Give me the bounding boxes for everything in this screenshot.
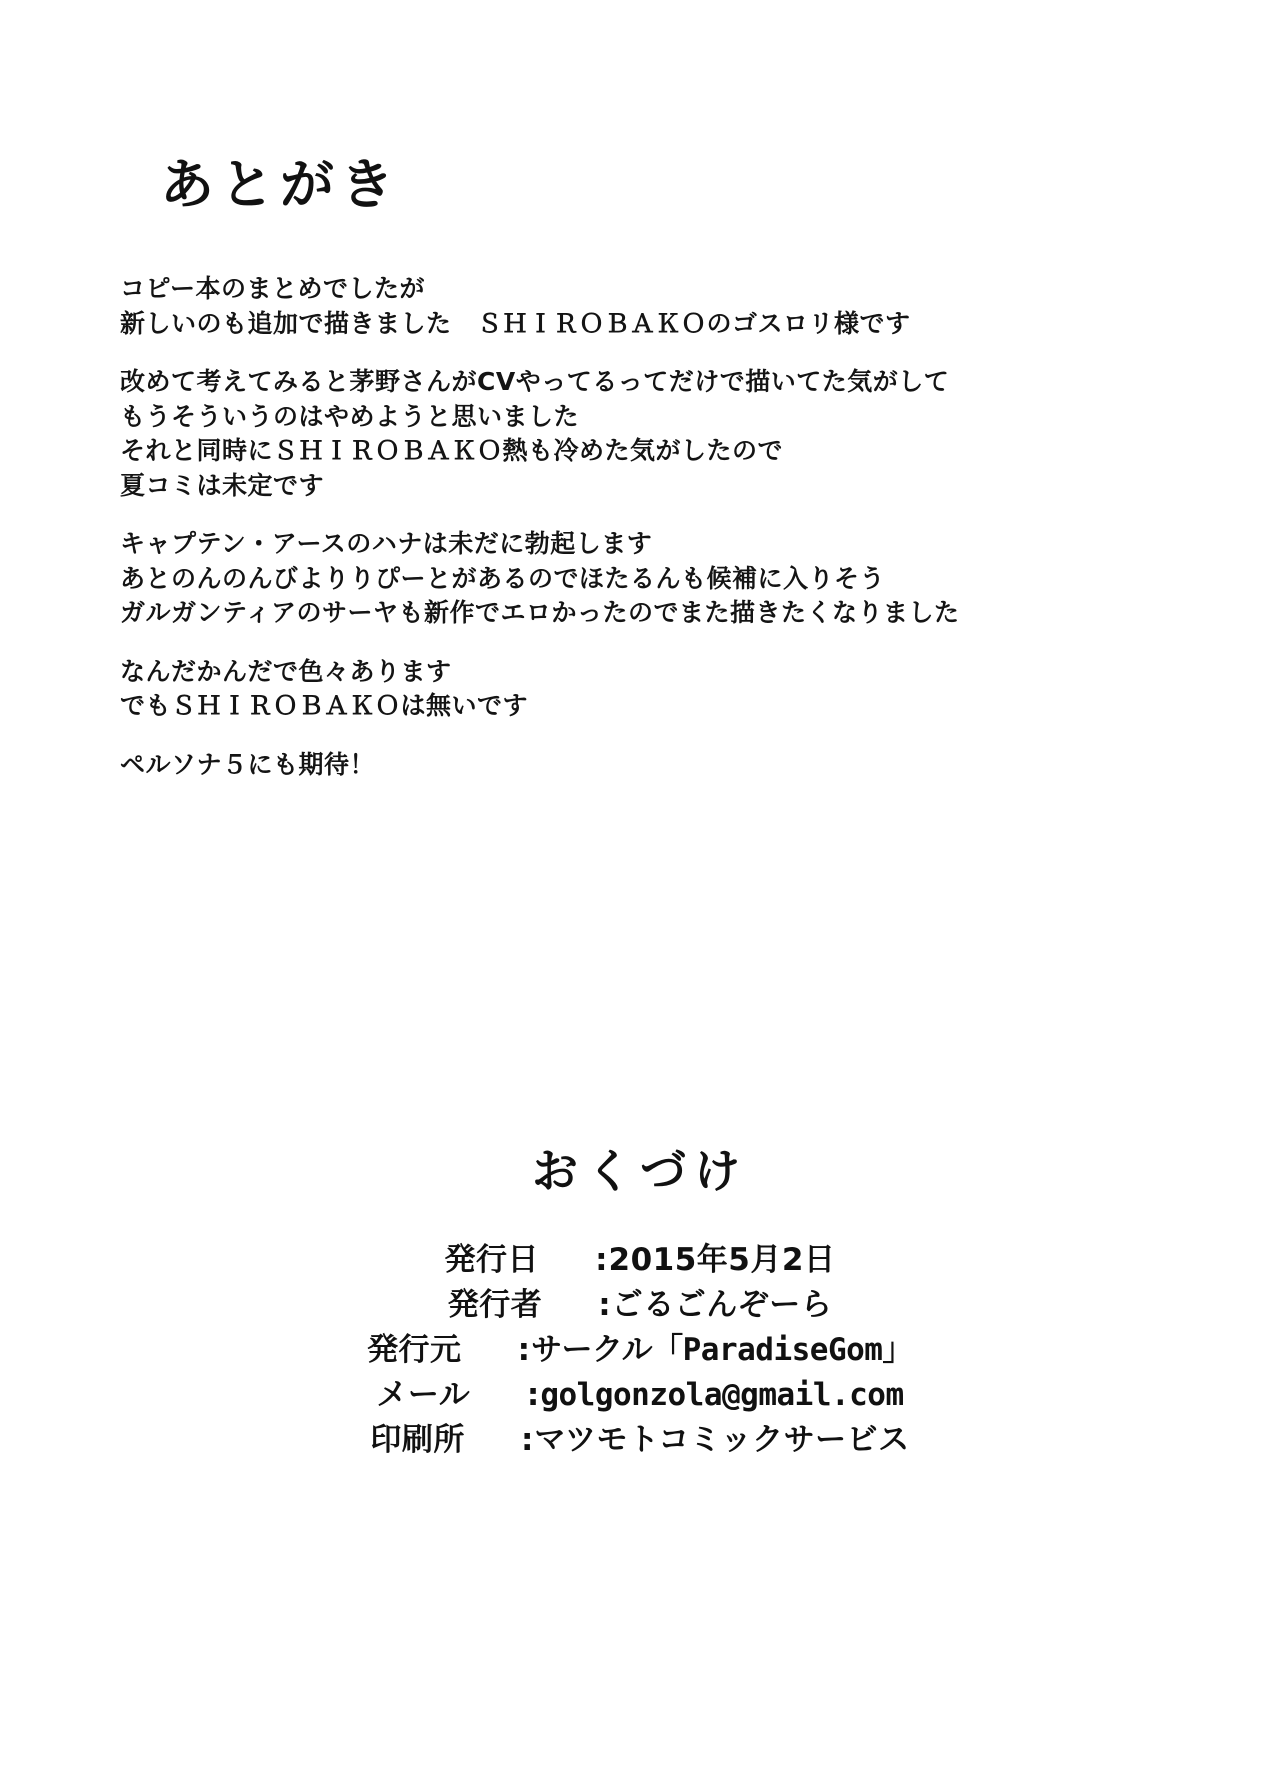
colophon-separator: : (520, 1421, 534, 1458)
colophon-label: 印刷所 (370, 1421, 465, 1458)
colophon-table (0, 1238, 1280, 1463)
afterword-paragraph (120, 655, 1120, 724)
afterword-line: キャプテン・アースのハナは未だに勃起します (120, 529, 653, 558)
colophon-value: 2015年5月2日 (608, 1242, 836, 1278)
afterword-paragraph (120, 748, 1120, 783)
colophon-label: 発行日 (444, 1242, 540, 1278)
afterword-line: 新しいのも追加で描きました ＳＨＩＲＯＢＡＫＯのゴスロリ様です (120, 308, 911, 338)
afterword-line: ペルソナ５にも期待！ (120, 749, 376, 779)
colophon-label: メール (376, 1376, 471, 1413)
colophon-separator: : (598, 1286, 612, 1323)
colophon-value: マツモトコミックサービス (534, 1421, 910, 1458)
afterword-heading: あとがき (160, 153, 400, 216)
afterword-line: 改めて考えてみると茅野さんがCVやってるってだけで描いてた気がして (120, 367, 950, 396)
colophon-row (367, 1328, 913, 1373)
afterword-paragraph (120, 272, 1120, 341)
colophon-label: 発行元 (367, 1331, 462, 1368)
colophon-separator: : (595, 1242, 608, 1278)
afterword-line: コピー本のまとめでしたが (120, 274, 426, 303)
afterword-line: なんだかんだで色々あります (120, 656, 452, 686)
afterword-paragraph (120, 527, 1120, 631)
colophon-row (376, 1373, 903, 1418)
afterword-line: あとのんのんびよりりぴーとがあるのでほたるんも候補に入りそう (120, 563, 886, 593)
colophon-separator: : (517, 1331, 531, 1368)
afterword-line: それと同時にＳＨＩＲＯＢＡＫＯ熱も冷めた気がしたので (120, 436, 784, 465)
afterword-line: もうそういうのはやめようと思いました (120, 401, 580, 431)
colophon-heading: おくづけ (532, 1144, 748, 1198)
colophon-row (370, 1418, 909, 1463)
colophon-row (445, 1238, 836, 1283)
colophon-value: ごるごんぞーら (611, 1286, 833, 1323)
colophon-value: サークル「ParadiseGom」 (531, 1331, 913, 1368)
afterword-line: でもＳＨＩＲＯＢＡＫＯは無いです (120, 691, 529, 720)
colophon-label: 発行者 (447, 1286, 543, 1323)
colophon-value: golgonzola@gmail.com (540, 1376, 904, 1413)
afterword-paragraph (120, 365, 1120, 503)
afterword-line: ガルガンティアのサーヤも新作でエロかったのでまた描きたくなりました (120, 598, 960, 627)
afterword-line: 夏コミは未定です (120, 470, 325, 500)
colophon-row (448, 1283, 833, 1328)
colophon-separator: : (526, 1376, 540, 1413)
afterword-body (120, 272, 1120, 782)
